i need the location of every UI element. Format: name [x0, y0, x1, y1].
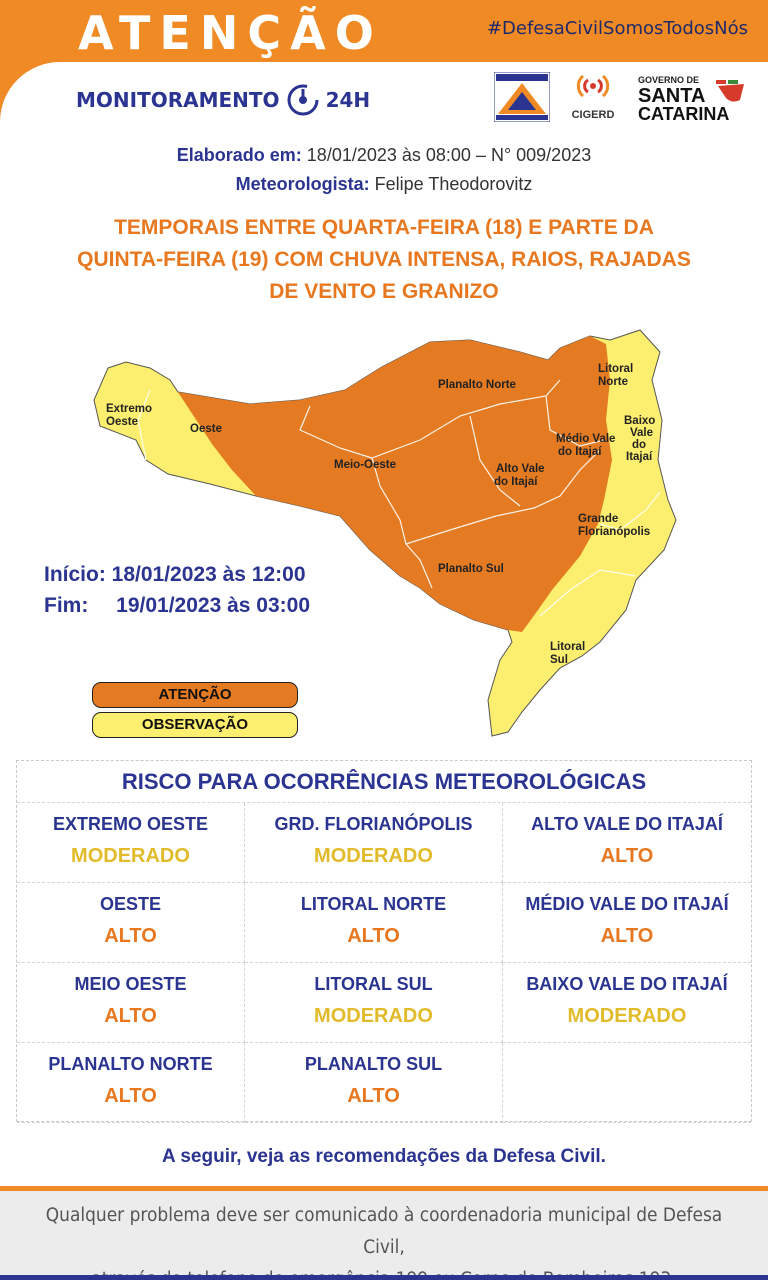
- label-planalto-sul: Planalto Sul: [438, 563, 504, 575]
- risk-level: ALTO: [104, 925, 157, 947]
- risk-cell: [245, 803, 503, 883]
- label-alto-vale-2: do Itajaí: [494, 476, 538, 488]
- fim-label: Fim:: [44, 594, 89, 617]
- elaborado-value: 18/01/2023 às 08:00 – N° 009/2023: [306, 145, 592, 165]
- defesa-civil-logo: [494, 72, 550, 122]
- meta-meteorologista: [0, 174, 768, 195]
- fim-value: 19/01/2023 às 03:00: [116, 594, 311, 617]
- hashtag: #DefesaCivilSomosTodosNós: [486, 18, 748, 39]
- title-line-2: QUINTA-FEIRA (19) COM CHUVA INTENSA, RAIOS, RAJADAS: [77, 248, 691, 271]
- label-alto-vale-1: Alto Vale: [496, 463, 545, 475]
- risk-region: [503, 1052, 751, 1080]
- risk-level: ALTO: [104, 1005, 157, 1027]
- risk-region: LITORAL SUL: [314, 974, 433, 994]
- label-grande-floripa-2: Florianópolis: [578, 526, 651, 538]
- gov-line1: SANTA: [638, 85, 706, 107]
- bottom-line-1: Qualquer problema deve ser comunicado à coordenadoria municipal de Defesa Civil,: [45, 1205, 723, 1258]
- risk-cell: [17, 1043, 245, 1123]
- title-line-3: DE VENTO E GRANIZO: [269, 280, 499, 303]
- risk-cell: [245, 883, 503, 963]
- risk-level: MODERADO: [567, 1005, 687, 1027]
- label-baixo-vale-1: Baixo: [624, 415, 656, 427]
- risk-level: ALTO: [600, 925, 654, 947]
- governo-sc-logo: [636, 74, 752, 122]
- risk-cell: [503, 803, 751, 883]
- bottom-text: [31, 1200, 738, 1280]
- risk-region: PLANALTO NORTE: [48, 1054, 213, 1074]
- risk-grid: [17, 803, 751, 1123]
- risk-cell: [245, 963, 503, 1043]
- risk-region: MEIO OESTE: [74, 974, 187, 994]
- monitoramento-logo: [76, 82, 370, 118]
- label-baixo-vale-4: Itajaí: [626, 451, 653, 463]
- label-oeste: Oeste: [190, 423, 222, 435]
- label-litoral-sul-2: Sul: [550, 654, 568, 666]
- risk-region: LITORAL NORTE: [300, 894, 447, 914]
- risk-table: [16, 760, 752, 1122]
- meteorologista-label: Meteorologista:: [235, 174, 370, 194]
- risk-region: MÉDIO VALE DO ITAJAÍ: [525, 894, 729, 914]
- label-baixo-vale-3: do: [632, 439, 647, 451]
- risk-title: RISCO PARA OCORRÊNCIAS METEOROLÓGICAS: [17, 761, 751, 803]
- legend-observacao: OBSERVAÇÃO: [92, 712, 298, 738]
- footnote: A seguir, veja as recomendações da Defesa Civil.: [162, 1146, 606, 1167]
- cigerd-text: CIGERD: [571, 109, 615, 121]
- gov-line2: CATARINA: [638, 104, 730, 122]
- risk-level: ALTO: [347, 1085, 400, 1107]
- inicio-text: Início: 18/01/2023 às 12:00: [44, 563, 306, 586]
- label-planalto-norte: Planalto Norte: [438, 379, 516, 391]
- risk-region: OESTE: [99, 894, 161, 914]
- risk-level: ALTO: [104, 1085, 157, 1107]
- label-extremo-oeste-1: Extremo: [106, 403, 153, 415]
- label-grande-floripa-1: Grande: [578, 513, 619, 525]
- risk-cell: [503, 883, 751, 963]
- risk-cell: [503, 963, 751, 1043]
- label-litoral-sul-1: Litoral: [550, 641, 586, 653]
- label-litoral-norte-1: Litoral: [598, 363, 634, 375]
- label-baixo-vale-2: Vale: [630, 427, 654, 439]
- elaborado-label: Elaborado em:: [176, 145, 302, 165]
- risk-region: GRD. FLORIANÓPOLIS: [274, 814, 473, 834]
- fim-row: [44, 594, 310, 618]
- gov-top: GOVERNO DE: [638, 75, 700, 85]
- bottom-band-bottom-bar: [0, 1275, 768, 1280]
- risk-cell: [17, 803, 245, 883]
- risk-region: EXTREMO OESTE: [52, 814, 209, 834]
- monitoramento-24h: 24H: [325, 88, 371, 112]
- label-litoral-norte-2: Norte: [598, 376, 629, 388]
- bottom-band-top-bar: [0, 1186, 768, 1191]
- risk-region: ALTO VALE DO ITAJAÍ: [531, 814, 723, 834]
- risk-cell: [503, 1043, 751, 1123]
- risk-level: MODERADO: [314, 1005, 433, 1027]
- risk-region: PLANALTO SUL: [304, 1054, 443, 1074]
- risk-cell: [245, 1043, 503, 1123]
- title-line-1: TEMPORAIS ENTRE QUARTA-FEIRA (18) E PARTE DA: [114, 216, 654, 239]
- headline: ATENÇÃO: [78, 6, 383, 60]
- legend-atencao: ATENÇÃO: [92, 682, 298, 708]
- meta-elaborado: [0, 145, 768, 166]
- risk-cell: [17, 963, 245, 1043]
- label-medio-vale-1: Médio Vale: [556, 433, 616, 445]
- bottom-band: [0, 1186, 768, 1280]
- risk-level: MODERADO: [314, 845, 433, 867]
- label-medio-vale-2: do Itajaí: [558, 446, 602, 458]
- label-meio-oeste: Meio-Oeste: [334, 459, 396, 471]
- monitoramento-text: MONITORAMENTO: [76, 88, 280, 112]
- signal-icon: [573, 72, 613, 102]
- meteorologista-value: Felipe Theodorovitz: [374, 174, 533, 194]
- risk-cell: [17, 883, 245, 963]
- risk-level: MODERADO: [71, 845, 190, 867]
- risk-region: BAIXO VALE DO ITAJAÍ: [526, 974, 728, 994]
- label-extremo-oeste-2: Oeste: [106, 416, 138, 428]
- risk-level: ALTO: [347, 925, 400, 947]
- monitor-clock-icon: [286, 83, 320, 117]
- cigerd-logo: [566, 72, 620, 124]
- alert-title: [30, 212, 738, 308]
- risk-level: ALTO: [600, 845, 654, 867]
